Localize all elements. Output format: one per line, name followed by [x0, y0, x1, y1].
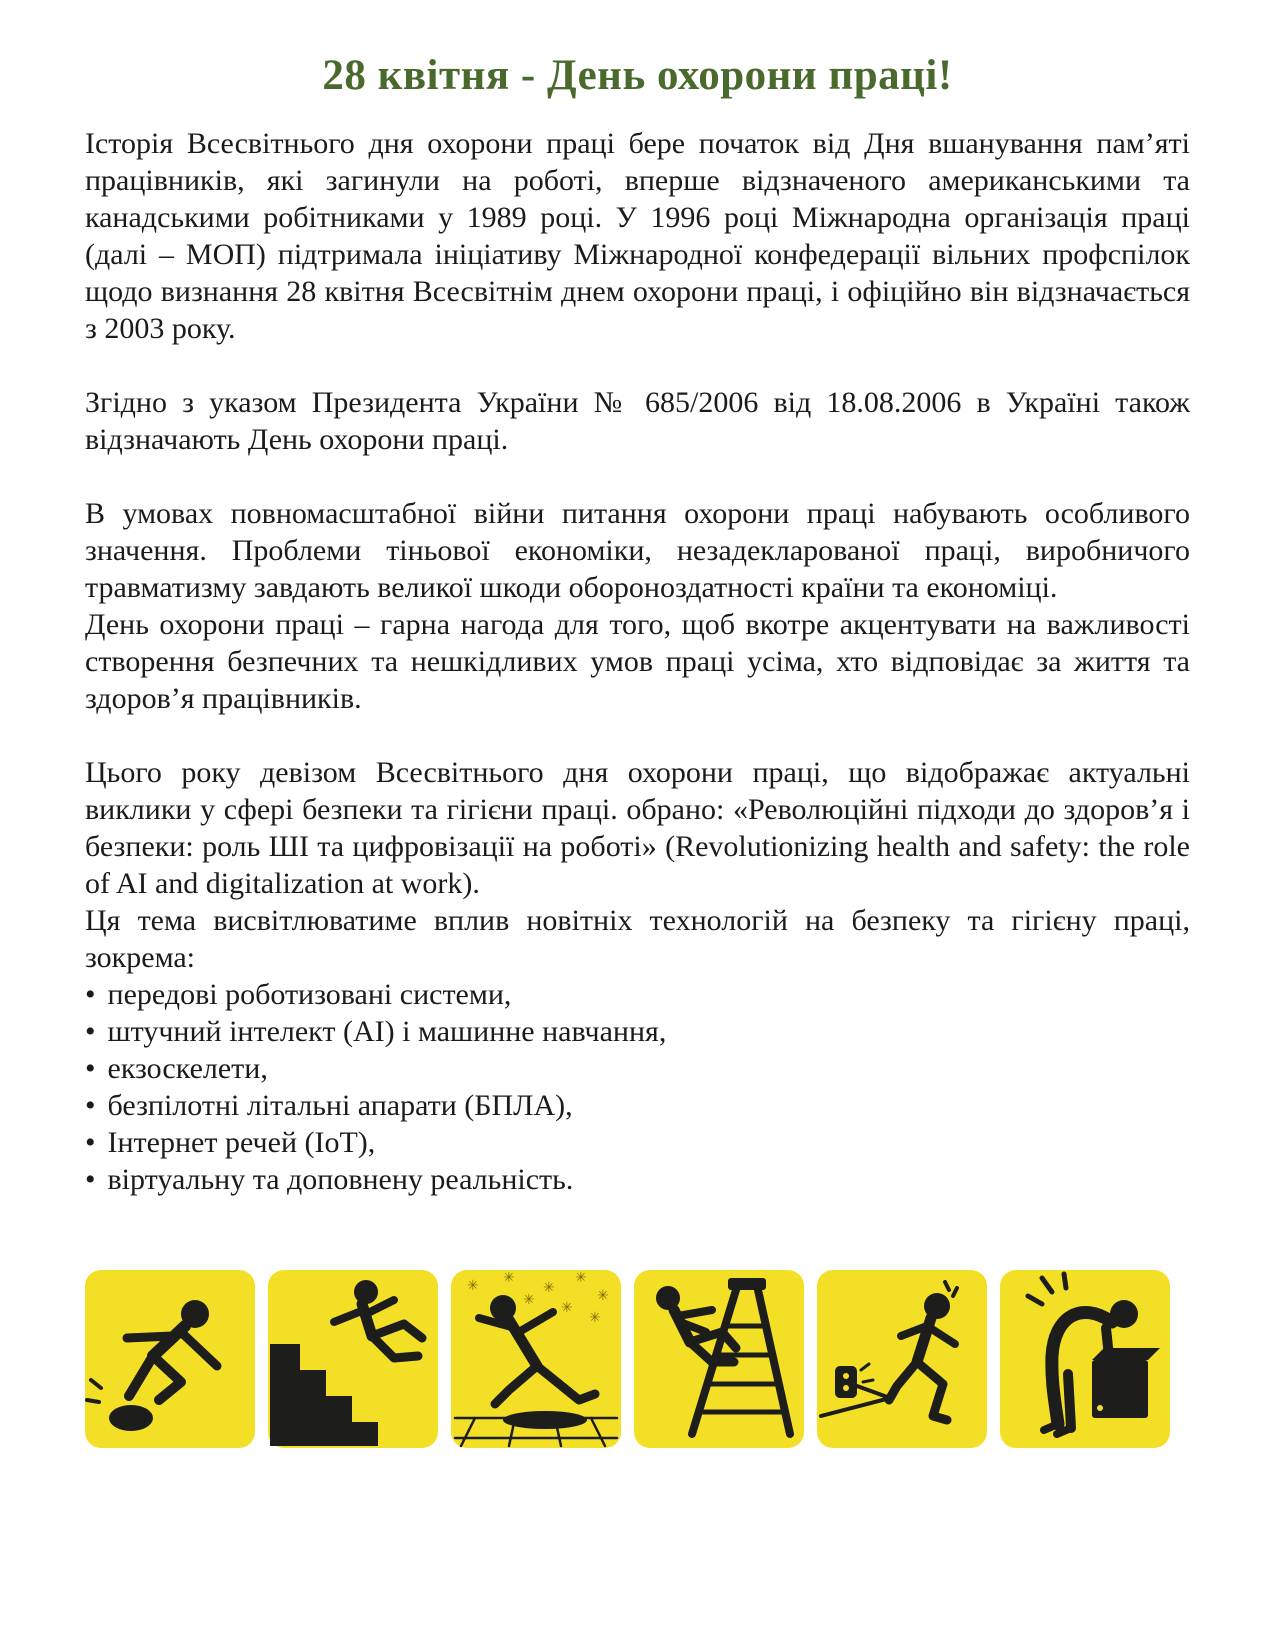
fall-down-stairs-icon — [268, 1270, 438, 1448]
svg-text:✳: ✳ — [543, 1280, 555, 1297]
paragraph-decree: Згідно з указом Президента України № 685/2006 від 18.08.2006 в Україні також відзначають День охорони праці. — [85, 386, 1190, 457]
svg-text:✳: ✳ — [523, 1292, 535, 1309]
list-item-label: віртуальну та доповнену реальність. — [107, 1163, 574, 1197]
list-item-label: передові роботизовані системи, — [107, 978, 512, 1012]
list-item-label: Інтернет речей (IoT), — [107, 1126, 376, 1160]
list-item — [85, 1050, 1190, 1087]
paragraph-topic-intro: Ця тема висвітлюватиме вплив новітніх технологій на безпеку та гігієну праці, зокрема: — [85, 904, 1190, 975]
svg-text:✳: ✳ — [597, 1288, 609, 1305]
paragraph-history: Історія Всесвітнього дня охорони праці бере початок від Дня вшанування пам’яті працівників, які загинули на роботі, вперше відзначеного американськими та канадськими робітниками у 1989 році. У 1996 році Міжнародна організація праці (далі – МОП) підтримала ініціативу Міжнародної конфедерації вільних профспілок щодо визнання 28 квітня Всесвітнім днем охорони праці, і офіційно він відзначається з 2003 року. — [85, 127, 1190, 346]
fall-from-ladder-icon — [634, 1270, 804, 1448]
technology-list — [85, 976, 1190, 1198]
paragraph-war-context: В умовах повномасштабної війни питання охорони праці набувають особливого значення. Проблеми тіньової економіки, незадекларованої праці, виробничого травматизму завдають великої шкоди обороноздатності країни та економіці. — [85, 497, 1190, 605]
bullet-icon: • — [85, 978, 96, 1012]
trip-over-cord-icon — [817, 1270, 987, 1448]
safety-pictogram-row — [85, 1270, 1190, 1448]
slip-on-ice-icon — [451, 1270, 621, 1448]
svg-text:✳: ✳ — [575, 1270, 587, 1287]
bullet-icon: • — [85, 1089, 96, 1123]
list-item — [85, 976, 1190, 1013]
list-item — [85, 1087, 1190, 1124]
paragraph-good-occasion: День охорони праці – гарна нагода для того, щоб вкотре акцентувати на важливості створення безпечних та нешкідливих умов праці усіма, хто відповідає за життя та здоров’я працівників. — [85, 608, 1190, 716]
trip-over-object-icon — [85, 1270, 255, 1448]
list-item — [85, 1161, 1190, 1198]
paragraph-motto: Цього року девізом Всесвітнього дня охорони праці, що відображає актуальні виклики у сфері безпеки та гігієни праці. обрано: «Революційні підходи до здоров’я і безпеки: роль ШІ та цифровізації на роботі» (Revolutionizing health and safety: the role of AI and digitalization at work). — [85, 756, 1190, 901]
lifting-back-injury-icon — [1000, 1270, 1170, 1448]
bullet-icon: • — [85, 1015, 96, 1049]
list-item — [85, 1124, 1190, 1161]
svg-text:✳: ✳ — [467, 1278, 479, 1295]
list-item-label: екзоскелети, — [107, 1052, 268, 1086]
svg-text:✳: ✳ — [503, 1270, 515, 1287]
svg-text:✳: ✳ — [561, 1300, 573, 1317]
page-title: 28 квітня - День охорони праці! — [322, 52, 953, 99]
list-item — [85, 1013, 1190, 1050]
list-item-label: безпілотні літальні апарати (БПЛА), — [107, 1089, 573, 1123]
bullet-icon: • — [85, 1126, 96, 1160]
svg-text:✳: ✳ — [589, 1310, 601, 1327]
bullet-icon: • — [85, 1052, 96, 1086]
bullet-icon: • — [85, 1163, 96, 1197]
list-item-label: штучний інтелект (AI) і машинне навчання, — [107, 1015, 667, 1049]
